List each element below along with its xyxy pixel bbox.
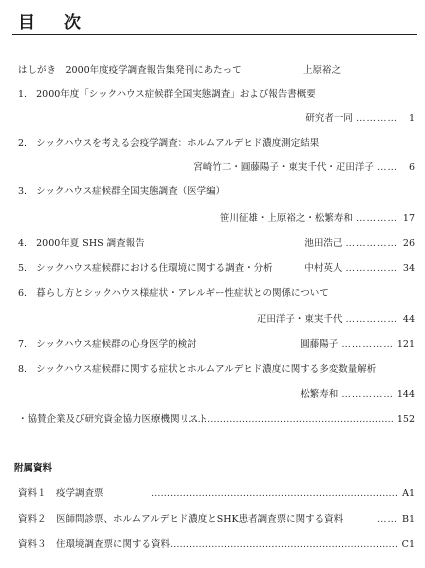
toc-entry-7-title-line [18, 339, 197, 351]
toc-page-number: B1 [401, 514, 415, 525]
sponsors-label: ・協賛企業及び研究資金協力医療機関リスト [18, 414, 208, 425]
toc-page-number: 1 [408, 113, 415, 124]
toc-entry-title: シックハウス症候群における住環境に関する調査・分析 [36, 263, 273, 274]
toc-entry-6-title-line [18, 288, 329, 300]
toc-page-number: 17 [402, 213, 415, 224]
toc-entry-author: 宮崎竹二・圓藤陽子・東実千代・疋田洋子 [193, 162, 374, 173]
appendix-item-label: 資料１ 疫学調査票 [18, 488, 104, 499]
toc-entry-title: シックハウスを考える会疫学調査：ホルムアルデヒド濃度測定結果 [36, 138, 320, 149]
toc-page-number: 34 [402, 263, 415, 274]
toc-entry-author: 松繁寿和 [300, 389, 339, 400]
toc-page-number: A1 [402, 488, 415, 499]
toc-page-number: 6 [408, 162, 415, 173]
toc-entry-1-title-line [18, 89, 316, 101]
toc-page-number: C1 [401, 539, 415, 550]
toc-entry-6-author-line [257, 314, 415, 326]
toc-dot-leader: …………… [345, 314, 398, 325]
toc-page-number: 121 [396, 339, 415, 350]
toc-entry-3-author-line [220, 213, 415, 225]
appendix-heading: 附属資料 [14, 463, 53, 474]
preface-line [18, 65, 242, 77]
toc-entry-title: シックハウス症候群に関する症状とホルムアルデヒド濃度に関する多変数量解析 [36, 364, 377, 375]
toc-dot-leader: ………… [355, 213, 398, 224]
toc-entry-3-title-line [18, 186, 225, 198]
toc-dot-leader: ……………………………………………………………… [169, 539, 398, 550]
toc-page-number: 26 [402, 238, 415, 249]
toc-entry-author: 圓藤陽子 [300, 339, 339, 350]
toc-entry-author: 中村英人 [304, 263, 343, 274]
preface-author-line [303, 65, 341, 77]
toc-dot-leader: …………… [341, 339, 394, 350]
appendix-item-2-page-line [377, 514, 415, 526]
toc-entry-4-title-line [18, 238, 145, 250]
toc-dot-leader: …………………………………………………………………… [150, 488, 398, 499]
toc-page-number: 44 [402, 314, 415, 325]
toc-entry-7-author-line [300, 339, 415, 351]
toc-entry-2-title-line [18, 138, 319, 150]
toc-entry-number: 4. [18, 238, 28, 249]
toc-entry-1-author-line [305, 113, 415, 125]
toc-dot-leader: …………… [345, 238, 398, 249]
appendix-item-label: 資料３ 住環境調査票に関する資料 [18, 539, 171, 550]
appendix-item-1-line [18, 488, 104, 500]
appendix-item-1-page-line [151, 488, 415, 500]
toc-dot-leader: ………………………………………………………… [184, 414, 394, 425]
toc-entry-title: 2000年度「シックハウス症候群全国実態調査」および報告書概要 [36, 89, 316, 100]
toc-entry-author: 池田浩己 [304, 238, 343, 249]
toc-page-number: 152 [396, 414, 415, 425]
toc-entry-5-title-line [18, 263, 273, 275]
toc-entry-4-author-line [304, 238, 415, 250]
toc-dot-leader: …………… [341, 389, 394, 400]
toc-entry-title: 2000年夏 SHS 調査報告 [36, 238, 145, 249]
appendix-item-3-page-line [170, 539, 415, 551]
toc-entry-8-author-line [300, 389, 415, 401]
toc-entry-author: 笹川征雄・上原裕之・松繁寿和 [219, 213, 353, 224]
toc-entry-title: 暮らし方とシックハウス様症状・アレルギー性症状との関係について [36, 288, 329, 299]
appendix-item-3-line [18, 539, 170, 551]
toc-entry-title: シックハウス症候群の心身医学的検討 [36, 339, 197, 350]
appendix-item-2-line [18, 514, 343, 526]
toc-entry-author: 研究者一同 [305, 113, 353, 124]
title-rule [12, 34, 417, 35]
preface-author: 上原裕之 [303, 65, 342, 76]
toc-entry-number: 7. [18, 339, 28, 350]
toc-page-number: 144 [396, 389, 415, 400]
toc-dot-leader: …… [376, 162, 398, 173]
toc-entry-number: 3. [18, 186, 28, 197]
toc-entry-number: 1. [18, 89, 28, 100]
toc-entry-number: 5. [18, 263, 28, 274]
sponsors-page-line [185, 414, 415, 426]
toc-entry-number: 6. [18, 288, 28, 299]
toc-entry-number: 2. [18, 138, 28, 149]
toc-entry-2-author-line [193, 162, 415, 174]
toc-entry-8-title-line [18, 364, 376, 376]
toc-dot-leader: …… [376, 514, 398, 525]
toc-entry-author: 疋田洋子・東実千代 [256, 314, 343, 325]
toc-entry-title: シックハウス症候群全国実態調査（医学編） [36, 186, 226, 197]
preface-label: はしがき 2000年度疫学調査報告集発刊にあたって [18, 65, 242, 76]
toc-dot-leader: ………… [355, 113, 398, 124]
toc-entry-number: 8. [18, 364, 28, 375]
toc-entry-5-author-line [304, 263, 415, 275]
page-title: 目 次 [18, 13, 87, 33]
toc-dot-leader: …………… [345, 263, 398, 274]
appendix-item-label: 資料２ 医師問診票、ホルムアルデヒド濃度とSHK患者調査票に関する資料 [18, 514, 344, 525]
